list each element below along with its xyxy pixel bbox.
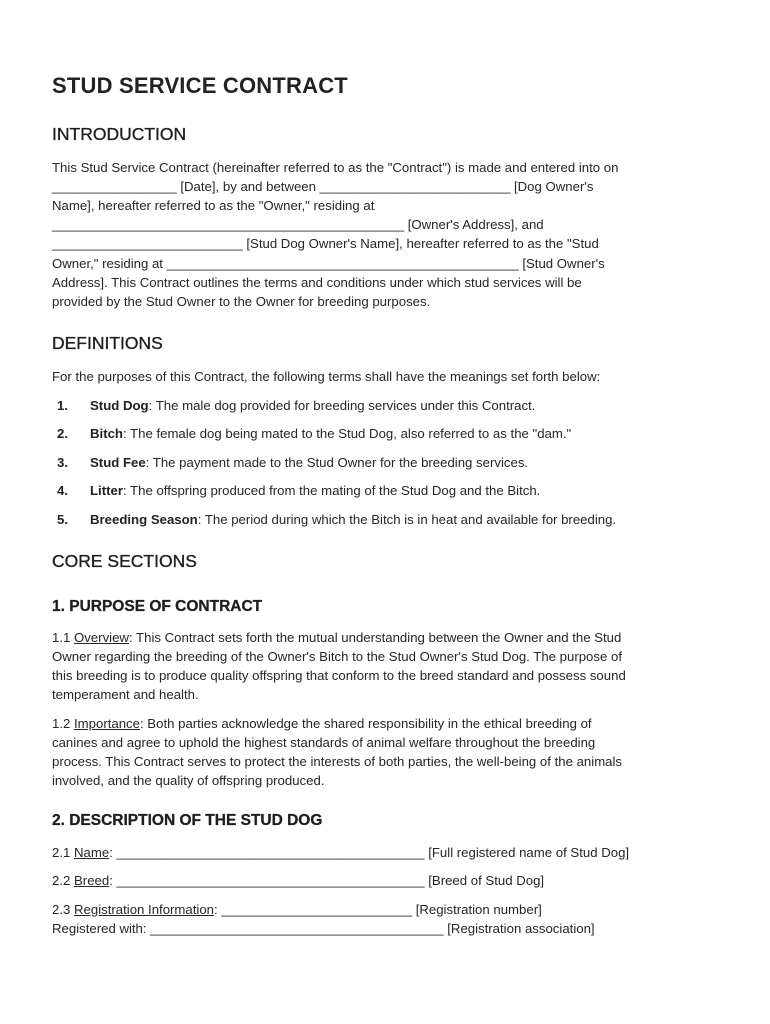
importance-paragraph-line: canines and agree to uphold the highest standards of animal welfare throughout the breeding xyxy=(52,735,596,750)
introduction-line: Name], hereafter referred to as the "Owner," residing at xyxy=(52,198,375,213)
purpose-heading: 1. PURPOSE OF CONTRACT xyxy=(52,598,263,615)
stud-name-field xyxy=(52,845,629,860)
definition-item xyxy=(90,455,528,470)
definition-term: Breeding Season xyxy=(90,512,198,527)
definition-text: : The payment made to the Stud Owner for the breeding services. xyxy=(145,455,529,470)
introduction-line: ________________________________________________ [Owner's Address], and xyxy=(52,217,544,232)
introduction-line: _________________ [Date], by and between __________________________ [Dog Owner's xyxy=(52,179,594,194)
breed-blank: : __________________________________________ [Breed of Stud Dog] xyxy=(109,873,545,888)
definition-number: 4. xyxy=(57,483,68,498)
clause-number: 2.3 xyxy=(52,902,74,917)
definition-term: Litter xyxy=(90,483,123,498)
breed-label: Breed xyxy=(74,873,110,888)
overview-paragraph-line xyxy=(52,630,621,645)
importance-text: : Both parties acknowledge the shared responsibility in the ethical breeding of xyxy=(139,716,592,731)
core-sections-heading: CORE SECTIONS xyxy=(52,551,197,571)
clause-number: 1.2 xyxy=(52,716,74,731)
definition-text: : The period during which the Bitch is in heat and available for breeding. xyxy=(197,512,617,527)
definition-number: 3. xyxy=(57,455,68,470)
definition-text: : The male dog provided for breeding services under this Contract. xyxy=(148,398,536,413)
definition-item xyxy=(90,483,540,498)
importance-paragraph-line xyxy=(52,716,592,731)
definitions-heading: DEFINITIONS xyxy=(52,333,163,353)
definition-text: : The offspring produced from the mating of the Stud Dog and the Bitch. xyxy=(122,483,541,498)
introduction-line: This Stud Service Contract (hereinafter referred to as the "Contract") is made and entered into on xyxy=(52,160,619,175)
registration-label: Registration Information xyxy=(74,902,215,917)
overview-label: Overview xyxy=(74,630,129,645)
registration-blank: : __________________________ [Registration number] xyxy=(214,902,542,917)
definition-item xyxy=(90,512,616,527)
registered-with-field: Registered with: ________________________________________ [Registration association] xyxy=(52,921,595,936)
introduction-line: Owner," residing at ________________________________________________ [Stud Owner's xyxy=(52,256,605,271)
stud-breed-field xyxy=(52,873,544,888)
clause-number: 2.2 xyxy=(52,873,74,888)
definition-number: 5. xyxy=(57,512,68,527)
importance-paragraph-line: involved, and the quality of offspring produced. xyxy=(52,773,325,788)
description-heading: 2. DESCRIPTION OF THE STUD DOG xyxy=(52,812,323,829)
introduction-line: Address]. This Contract outlines the terms and conditions under which stud services will be xyxy=(52,275,582,290)
name-label: Name xyxy=(74,845,110,860)
introduction-line: provided by the Stud Owner to the Owner for breeding purposes. xyxy=(52,294,431,309)
definition-number: 2. xyxy=(57,426,68,441)
definition-term: Stud Fee xyxy=(90,455,146,470)
clause-number: 1.1 xyxy=(52,630,74,645)
document-title: STUD SERVICE CONTRACT xyxy=(52,73,348,98)
definition-item xyxy=(90,398,535,413)
definition-text: : The female dog being mated to the Stud Dog, also referred to as the "dam." xyxy=(122,426,572,441)
importance-paragraph-line: process. This Contract serves to protect the interests of both parties, the well-being of the animals xyxy=(52,754,623,769)
clause-number: 2.1 xyxy=(52,845,74,860)
definition-term: Stud Dog xyxy=(90,398,149,413)
name-blank: : __________________________________________ [Full registered name of Stud Dog] xyxy=(109,845,630,860)
importance-label: Importance xyxy=(74,716,140,731)
definitions-intro: For the purposes of this Contract, the following terms shall have the meanings set forth below: xyxy=(52,369,601,384)
definition-number: 1. xyxy=(57,398,68,413)
overview-paragraph-line: Owner regarding the breeding of the Owner's Bitch to the Stud Owner's Stud Dog. The purpose of xyxy=(52,649,622,664)
definition-item xyxy=(90,426,571,441)
introduction-line: __________________________ [Stud Dog Owner's Name], hereafter referred to as the "Stud xyxy=(52,236,599,251)
overview-paragraph-line: this breeding is to produce quality offspring that conform to the breed standard and possess sound xyxy=(52,668,626,683)
registration-field xyxy=(52,902,542,917)
overview-text: : This Contract sets forth the mutual understanding between the Owner and the Stud xyxy=(128,630,622,645)
definition-term: Bitch xyxy=(90,426,123,441)
introduction-heading: INTRODUCTION xyxy=(52,124,187,144)
overview-paragraph-line: temperament and health. xyxy=(52,687,199,702)
